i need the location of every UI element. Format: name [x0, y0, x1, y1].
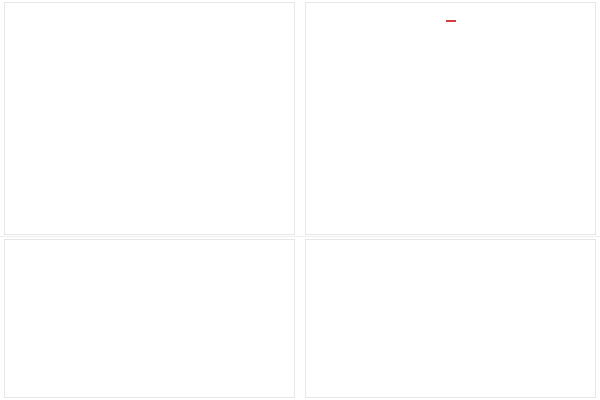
paragraph [15, 127, 284, 137]
paragraph [316, 296, 585, 306]
document-page-top-left [4, 2, 295, 235]
paragraph [316, 272, 585, 282]
paragraph [316, 79, 585, 89]
paragraph [316, 163, 585, 173]
paragraph [316, 248, 585, 258]
paragraph [316, 103, 585, 113]
paragraph [15, 268, 284, 278]
page-title [5, 11, 294, 25]
paragraph [316, 55, 585, 65]
paragraph [316, 332, 585, 342]
paragraph [15, 139, 284, 149]
paragraph [316, 320, 585, 330]
paragraph [316, 115, 585, 125]
page-separator [0, 236, 600, 237]
page-title-wrapper [306, 11, 595, 25]
paragraph [15, 91, 284, 101]
paragraph [316, 308, 585, 318]
paragraph [316, 127, 585, 137]
paragraph [316, 31, 585, 41]
paragraph [15, 31, 284, 41]
paragraph [15, 304, 284, 314]
document-page-bottom-left [4, 239, 295, 398]
paragraph [15, 328, 284, 338]
paragraph [316, 91, 585, 101]
page-title-highlighted [446, 20, 456, 22]
paragraph [15, 316, 284, 326]
paragraph [15, 163, 284, 173]
paragraph [316, 67, 585, 77]
paragraph [15, 55, 284, 65]
document-page-bottom-right [305, 239, 596, 398]
page-title [13, 248, 294, 262]
paragraph [15, 292, 284, 302]
paragraph [316, 284, 585, 294]
paragraph [15, 43, 284, 53]
paragraph [15, 115, 284, 125]
page-body [5, 268, 294, 362]
paragraph [316, 175, 585, 185]
paragraph [15, 103, 284, 113]
paragraph [15, 79, 284, 89]
paragraph [316, 151, 585, 161]
paragraph [15, 352, 284, 362]
page-body [306, 240, 595, 342]
paragraph [15, 151, 284, 161]
paragraph [15, 340, 284, 350]
paragraph [316, 260, 585, 270]
page-body [5, 31, 294, 173]
paragraph [316, 43, 585, 53]
paragraph [15, 280, 284, 290]
document-page-top-right [305, 2, 596, 235]
paragraph [15, 67, 284, 77]
paragraph [316, 139, 585, 149]
page-body [306, 31, 595, 185]
